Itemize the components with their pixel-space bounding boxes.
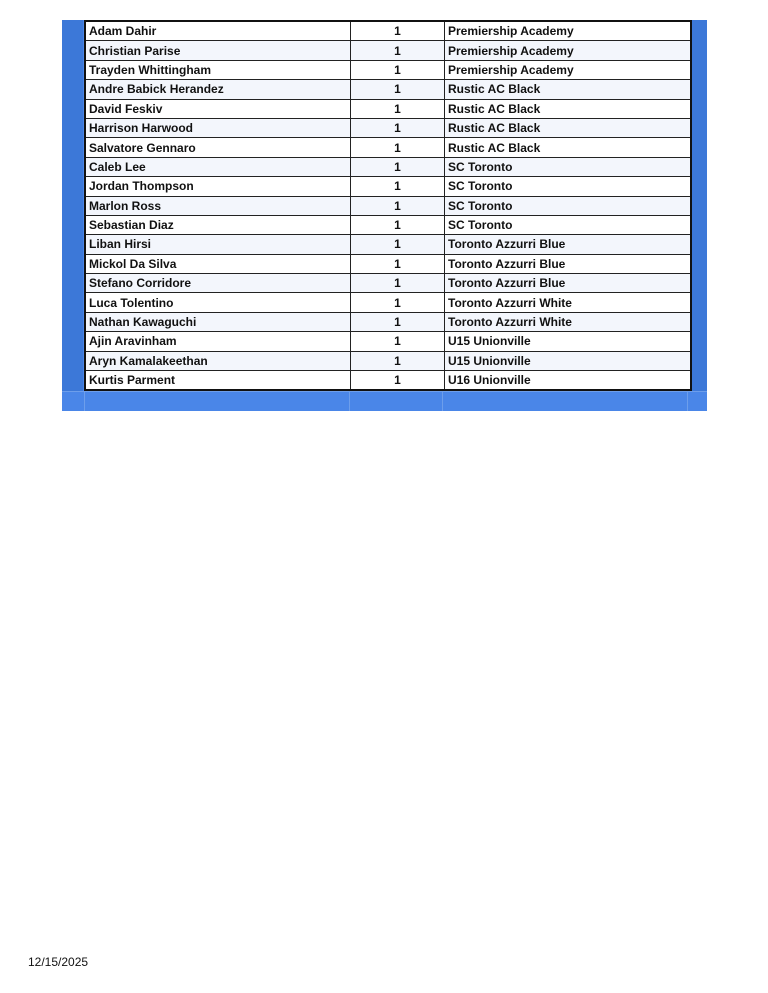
count-cell[interactable]: 1 [351,371,445,391]
table-row[interactable] [85,80,691,99]
empty-selected-row[interactable] [62,391,707,411]
cell-divider [687,392,688,411]
roster-table [84,20,692,391]
team-cell[interactable]: Toronto Azzurri Blue [445,274,692,293]
team-cell[interactable]: Rustic AC Black [445,99,692,118]
table-row[interactable] [85,157,691,176]
roster-table-body [85,21,691,390]
team-cell[interactable]: Rustic AC Black [445,138,692,157]
table-row[interactable] [85,177,691,196]
table-row[interactable] [85,254,691,273]
player-name-cell[interactable]: Jordan Thompson [85,177,351,196]
player-name-cell[interactable]: Aryn Kamalakeethan [85,351,351,370]
team-cell[interactable]: SC Toronto [445,157,692,176]
table-row[interactable] [85,332,691,351]
team-cell[interactable]: Toronto Azzurri White [445,293,692,312]
count-cell[interactable]: 1 [351,235,445,254]
print-date: 12/15/2025 [28,955,89,969]
count-cell[interactable]: 1 [351,351,445,370]
count-cell[interactable]: 1 [351,41,445,60]
count-cell[interactable]: 1 [351,293,445,312]
count-cell[interactable]: 1 [351,196,445,215]
count-cell[interactable]: 1 [351,80,445,99]
count-cell[interactable]: 1 [351,215,445,234]
row-header-strip [62,20,83,410]
table-row[interactable] [85,312,691,331]
count-cell[interactable]: 1 [351,332,445,351]
player-name-cell[interactable]: Trayden Whittingham [85,60,351,79]
team-cell[interactable]: SC Toronto [445,196,692,215]
team-cell[interactable]: U15 Unionville [445,332,692,351]
player-name-cell[interactable]: Kurtis Parment [85,371,351,391]
player-name-cell[interactable]: Christian Parise [85,41,351,60]
player-name-cell[interactable]: Ajin Aravinham [85,332,351,351]
table-row[interactable] [85,235,691,254]
table-row[interactable] [85,293,691,312]
player-name-cell[interactable]: Salvatore Gennaro [85,138,351,157]
team-cell[interactable]: Premiership Academy [445,41,692,60]
team-cell[interactable]: Rustic AC Black [445,80,692,99]
count-cell[interactable]: 1 [351,21,445,41]
player-name-cell[interactable]: David Feskiv [85,99,351,118]
team-cell[interactable]: U15 Unionville [445,351,692,370]
table-row[interactable] [85,138,691,157]
team-cell[interactable]: Toronto Azzurri Blue [445,235,692,254]
player-name-cell[interactable]: Harrison Harwood [85,118,351,137]
team-cell[interactable]: SC Toronto [445,177,692,196]
count-cell[interactable]: 1 [351,157,445,176]
team-cell[interactable]: SC Toronto [445,215,692,234]
table-row[interactable] [85,99,691,118]
player-name-cell[interactable]: Liban Hirsi [85,235,351,254]
count-cell[interactable]: 1 [351,138,445,157]
player-name-cell[interactable]: Nathan Kawaguchi [85,312,351,331]
table-row[interactable] [85,41,691,60]
table-row[interactable] [85,215,691,234]
team-cell[interactable]: Toronto Azzurri White [445,312,692,331]
table-row[interactable] [85,60,691,79]
cell-divider [84,392,85,411]
player-name-cell[interactable]: Caleb Lee [85,157,351,176]
table-row[interactable] [85,351,691,370]
table-row[interactable] [85,371,691,391]
spreadsheet-area [62,20,707,410]
player-name-cell[interactable]: Sebastian Diaz [85,215,351,234]
team-cell[interactable]: Toronto Azzurri Blue [445,254,692,273]
player-name-cell[interactable]: Adam Dahir [85,21,351,41]
cell-divider [349,392,350,411]
player-name-cell[interactable]: Mickol Da Silva [85,254,351,273]
table-row[interactable] [85,21,691,41]
count-cell[interactable]: 1 [351,177,445,196]
team-cell[interactable]: U16 Unionville [445,371,692,391]
player-name-cell[interactable]: Stefano Corridore [85,274,351,293]
table-row[interactable] [85,274,691,293]
team-cell[interactable]: Premiership Academy [445,21,692,41]
cell-divider [442,392,443,411]
table-row[interactable] [85,118,691,137]
count-cell[interactable]: 1 [351,60,445,79]
player-name-cell[interactable]: Andre Babick Herandez [85,80,351,99]
count-cell[interactable]: 1 [351,254,445,273]
table-row[interactable] [85,196,691,215]
count-cell[interactable]: 1 [351,274,445,293]
team-cell[interactable]: Premiership Academy [445,60,692,79]
count-cell[interactable]: 1 [351,118,445,137]
count-cell[interactable]: 1 [351,99,445,118]
team-cell[interactable]: Rustic AC Black [445,118,692,137]
player-name-cell[interactable]: Luca Tolentino [85,293,351,312]
player-name-cell[interactable]: Marlon Ross [85,196,351,215]
count-cell[interactable]: 1 [351,312,445,331]
